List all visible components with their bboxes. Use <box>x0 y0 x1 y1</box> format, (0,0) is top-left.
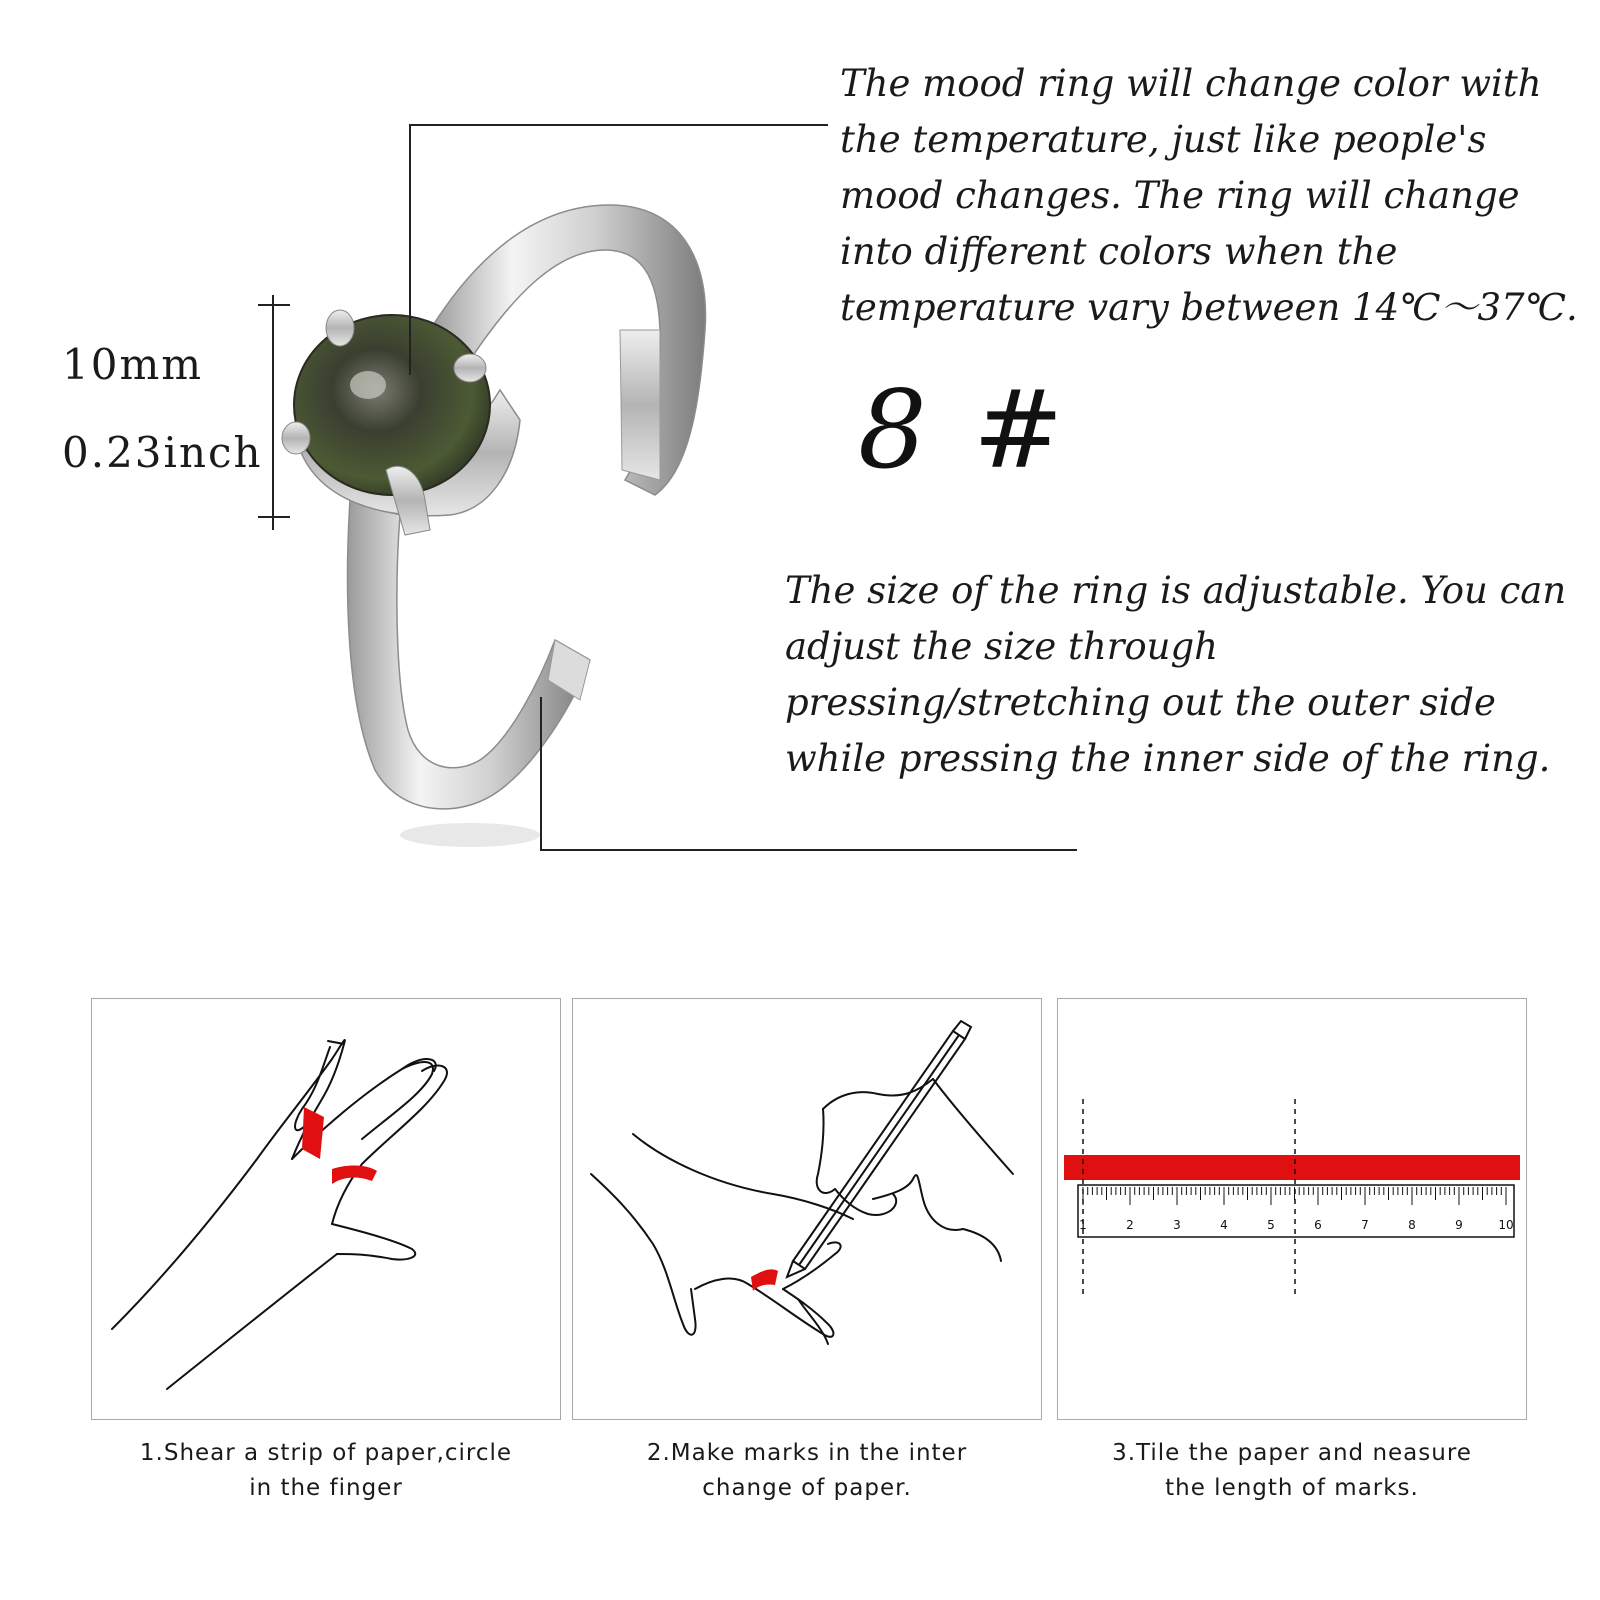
ruler-label: 2 <box>1126 1218 1134 1232</box>
mood-description: The mood ring will change color with the temperature, just like people's mood changes. The ring will change into different colors when the temperature vary between 14℃～37℃. <box>840 62 1578 329</box>
step-1-caption <box>91 1436 561 1506</box>
ruler-label: 5 <box>1267 1218 1275 1232</box>
stone-size-mm: 10mm <box>62 340 204 389</box>
step-3-panel <box>1057 998 1527 1420</box>
step-2-caption-line2: change of paper. <box>702 1475 912 1501</box>
ruler-label: 6 <box>1314 1218 1322 1232</box>
step-2-caption <box>572 1436 1042 1506</box>
ruler-label: 9 <box>1455 1218 1463 1232</box>
hand-pen-mark-icon <box>573 999 1041 1419</box>
step-2-panel <box>572 998 1042 1420</box>
ruler-label: 4 <box>1220 1218 1228 1232</box>
ring-size-label: 8 # <box>858 368 1070 493</box>
hand-paper-strip-icon <box>92 999 560 1419</box>
step-3-caption-line2: the length of marks. <box>1165 1475 1419 1501</box>
ruler-label: 10 <box>1498 1218 1514 1232</box>
ruler-label: 8 <box>1408 1218 1416 1232</box>
step-2-caption-line1: 2.Make marks in the inter <box>646 1440 968 1466</box>
ruler-icon <box>1058 999 1526 1419</box>
paper-strip <box>1064 1155 1520 1180</box>
step-3-caption-line1: 3.Tile the paper and neasure <box>1112 1440 1472 1466</box>
step-1-caption-line1: 1.Shear a strip of paper,circle <box>139 1440 513 1466</box>
adjustable-description: The size of the ring is adjustable. You can adjust the size through pressing/stretching out the outer side while pressing the inner side of the ring. <box>785 569 1567 780</box>
ruler-label: 7 <box>1361 1218 1369 1232</box>
step-1-caption-line2: in the finger <box>249 1475 403 1501</box>
step-3-caption <box>1057 1436 1527 1506</box>
ruler-label: 1 <box>1079 1218 1087 1232</box>
step-1-panel <box>91 998 561 1420</box>
stone-size-inch: 0.23inch <box>62 428 263 477</box>
ruler-label: 3 <box>1173 1218 1181 1232</box>
ruler-body <box>1078 1185 1514 1237</box>
